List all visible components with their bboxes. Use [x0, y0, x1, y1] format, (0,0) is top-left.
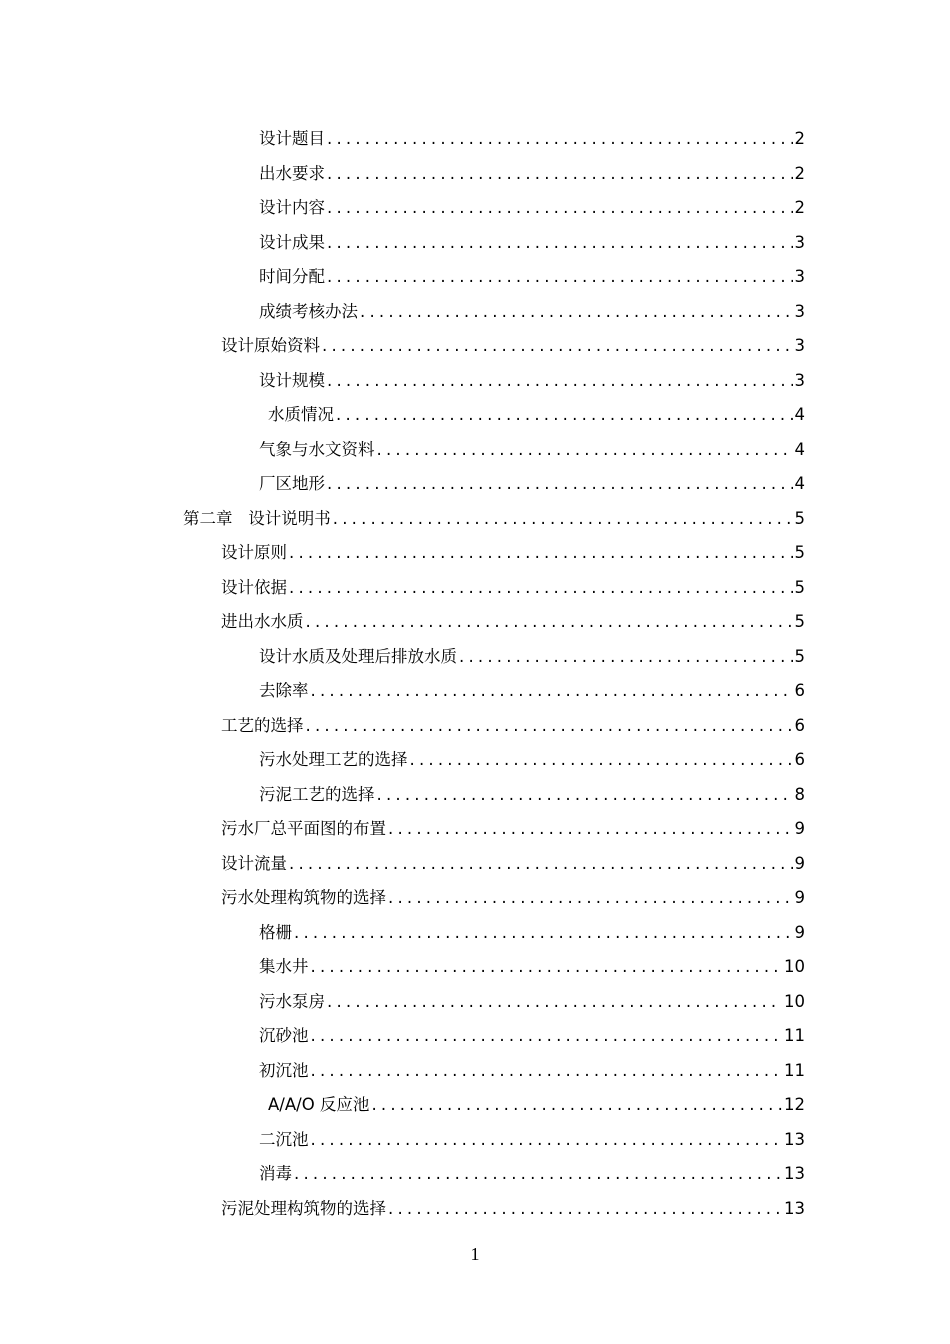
toc-dot-leader	[377, 785, 793, 804]
toc-dot-leader	[327, 164, 793, 183]
toc-entry-line	[221, 574, 950, 598]
toc-entry-title: 成绩考核办法	[259, 301, 358, 321]
toc-dot-leader	[311, 1130, 783, 1149]
page-number-footer: 1	[470, 1244, 480, 1264]
toc-entry[interactable]	[0, 396, 950, 431]
toc-entry-line	[221, 539, 950, 563]
toc-entry[interactable]	[0, 741, 950, 776]
toc-page-number: 9	[794, 853, 805, 873]
toc-dot-leader	[327, 992, 782, 1011]
toc-page-number: 3	[794, 301, 805, 321]
toc-entry[interactable]	[0, 672, 950, 707]
toc-entry[interactable]	[0, 120, 950, 155]
toc-dot-leader	[336, 405, 793, 424]
toc-dot-leader	[294, 923, 793, 942]
toc-dot-leader	[377, 440, 793, 459]
toc-dot-leader	[289, 543, 793, 562]
toc-page-number: 13	[784, 1164, 805, 1184]
toc-entry-line	[259, 1057, 950, 1081]
toc-entry[interactable]	[0, 500, 950, 535]
toc-entry-title: 污泥工艺的选择	[259, 784, 375, 804]
toc-entry[interactable]	[0, 1017, 950, 1052]
toc-dot-leader	[388, 819, 793, 838]
toc-entry[interactable]	[0, 1155, 950, 1190]
toc-entry-title: 水质情况	[268, 405, 334, 425]
toc-entry-title: 去除率	[259, 681, 309, 701]
toc-entry-title: 污泥处理构筑物的选择	[221, 1198, 386, 1218]
toc-dot-leader	[327, 233, 793, 252]
toc-entry-line	[259, 677, 950, 701]
toc-entry-line	[259, 988, 950, 1012]
toc-page-number: 4	[794, 405, 805, 425]
toc-entry-title: 气象与水文资料	[259, 439, 375, 459]
toc-entry-title: 厂区地形	[259, 474, 325, 494]
toc-entry-title: 集水井	[259, 957, 309, 977]
toc-entry[interactable]	[0, 293, 950, 328]
toc-entry-title: 设计内容	[259, 198, 325, 218]
toc-entry-line	[221, 332, 950, 356]
toc-entry[interactable]	[0, 948, 950, 983]
toc-entry-title: 污水处理构筑物的选择	[221, 888, 386, 908]
toc-entry[interactable]	[0, 465, 950, 500]
toc-entry-title: 设计依据	[221, 577, 287, 597]
toc-entry-title: 设计题目	[259, 129, 325, 149]
toc-entry[interactable]	[0, 638, 950, 673]
toc-entry[interactable]	[0, 983, 950, 1018]
toc-entry-line	[259, 194, 950, 218]
toc-dot-leader	[388, 888, 793, 907]
toc-entry-line	[259, 125, 950, 149]
toc-page-number: 10	[784, 991, 805, 1011]
toc-entry-line	[221, 850, 950, 874]
toc-entry-title: 污水泵房	[259, 991, 325, 1011]
toc-page-number: 2	[794, 163, 805, 183]
toc-page-number: 6	[794, 750, 805, 770]
toc-page-number: 11	[784, 1026, 805, 1046]
toc-dot-leader	[388, 1199, 782, 1218]
toc-entry-title: 污水处理工艺的选择	[259, 750, 408, 770]
toc-dot-leader	[311, 1026, 783, 1045]
toc-entry[interactable]	[0, 1086, 950, 1121]
toc-entry[interactable]	[0, 534, 950, 569]
toc-page-number: 9	[794, 922, 805, 942]
toc-entry-line	[259, 643, 950, 667]
toc-entry[interactable]	[0, 879, 950, 914]
toc-entry-title: 污水厂总平面图的布置	[221, 819, 386, 839]
toc-entry-line	[268, 401, 950, 425]
toc-entry-title: 设计说明书	[248, 508, 331, 528]
toc-entry[interactable]	[0, 845, 950, 880]
toc-entry-line	[221, 608, 950, 632]
toc-page-number: 2	[794, 129, 805, 149]
toc-page-number: 3	[794, 336, 805, 356]
toc-entry[interactable]	[0, 431, 950, 466]
toc-entry-title: 时间分配	[259, 267, 325, 287]
toc-entry-title: 格栅	[259, 922, 292, 942]
toc-page-number: 4	[794, 439, 805, 459]
toc-page-number: 8	[794, 784, 805, 804]
toc-entry-title: 设计流量	[221, 853, 287, 873]
toc-entry[interactable]	[0, 362, 950, 397]
toc-page-number: 12	[784, 1095, 805, 1115]
toc-entry[interactable]	[0, 155, 950, 190]
toc-entry-line	[259, 436, 950, 460]
toc-entry[interactable]	[0, 189, 950, 224]
toc-entry-line	[183, 505, 950, 529]
toc-entry-title: 消毒	[259, 1164, 292, 1184]
toc-entry-title: A/A/O 反应池	[268, 1095, 370, 1115]
toc-entry[interactable]	[0, 224, 950, 259]
toc-dot-leader	[311, 957, 783, 976]
toc-entry[interactable]	[0, 707, 950, 742]
toc-entry-line	[259, 229, 950, 253]
toc-entry[interactable]	[0, 258, 950, 293]
toc-page-number: 3	[794, 267, 805, 287]
toc-entry-line	[259, 919, 950, 943]
toc-entry[interactable]	[0, 776, 950, 811]
toc-entry-line	[259, 781, 950, 805]
toc-entry-line	[259, 746, 950, 770]
toc-entry-line	[259, 1160, 950, 1184]
toc-dot-leader	[327, 267, 793, 286]
toc-page-number: 9	[794, 888, 805, 908]
toc-entry-line	[259, 298, 950, 322]
toc-page-number: 10	[784, 957, 805, 977]
toc-dot-leader	[322, 336, 793, 355]
toc-entry-line	[259, 160, 950, 184]
toc-entry-line	[221, 884, 950, 908]
toc-dot-leader	[327, 474, 793, 493]
toc-page-number: 11	[784, 1060, 805, 1080]
toc-entry-line	[259, 1022, 950, 1046]
toc-dot-leader	[327, 371, 793, 390]
toc-page-number: 5	[794, 646, 805, 666]
toc-entry-line	[259, 367, 950, 391]
toc-entry-title: 设计规模	[259, 370, 325, 390]
toc-entry-title: 设计成果	[259, 232, 325, 252]
toc-page-number: 13	[784, 1129, 805, 1149]
toc-entry-line	[268, 1091, 950, 1115]
toc-dot-leader	[371, 1095, 782, 1114]
toc-entry-line	[259, 953, 950, 977]
toc-entry[interactable]	[0, 810, 950, 845]
toc-page-number: 9	[794, 819, 805, 839]
toc-entry[interactable]	[0, 603, 950, 638]
toc-dot-leader	[311, 681, 793, 700]
toc-page-number: 6	[794, 681, 805, 701]
toc-entry[interactable]	[0, 569, 950, 604]
table-of-contents	[0, 120, 950, 1224]
toc-page-number: 3	[794, 370, 805, 390]
toc-entry[interactable]	[0, 1121, 950, 1156]
toc-entry-title: 设计水质及处理后排放水质	[259, 646, 457, 666]
toc-dot-leader	[306, 612, 793, 631]
toc-entry-title: 初沉池	[259, 1060, 309, 1080]
toc-page-number: 6	[794, 715, 805, 735]
toc-page-number: 5	[794, 577, 805, 597]
toc-page-number: 13	[784, 1198, 805, 1218]
toc-entry[interactable]	[0, 1052, 950, 1087]
toc-dot-leader	[327, 198, 793, 217]
toc-entry-title: 进出水水质	[221, 612, 304, 632]
toc-page-number: 3	[794, 232, 805, 252]
toc-page-number: 5	[794, 543, 805, 563]
toc-entry-line	[221, 1195, 950, 1219]
toc-entry-title: 二沉池	[259, 1129, 309, 1149]
toc-dot-leader	[333, 509, 793, 528]
toc-entry-line	[259, 263, 950, 287]
toc-entry-title: 出水要求	[259, 163, 325, 183]
toc-dot-leader	[289, 854, 793, 873]
toc-entry-line	[259, 470, 950, 494]
toc-entry[interactable]	[0, 1190, 950, 1225]
toc-entry[interactable]	[0, 327, 950, 362]
toc-entry-line	[221, 815, 950, 839]
toc-page-number: 2	[794, 198, 805, 218]
toc-page-number: 5	[794, 612, 805, 632]
toc-dot-leader	[327, 129, 793, 148]
toc-dot-leader	[410, 750, 793, 769]
toc-entry-title: 沉砂池	[259, 1026, 309, 1046]
toc-entry-title: 设计原则	[221, 543, 287, 563]
toc-chapter-prefix: 第二章	[183, 508, 249, 528]
toc-dot-leader	[360, 302, 793, 321]
toc-dot-leader	[289, 578, 793, 597]
toc-entry-title: 工艺的选择	[221, 715, 304, 735]
toc-entry-line	[259, 1126, 950, 1150]
toc-page-number: 4	[794, 474, 805, 494]
toc-dot-leader	[306, 716, 793, 735]
toc-entry-title: 设计原始资料	[221, 336, 320, 356]
toc-dot-leader	[311, 1061, 783, 1080]
toc-dot-leader	[459, 647, 793, 666]
toc-page-number: 5	[794, 508, 805, 528]
toc-entry-line	[221, 712, 950, 736]
toc-dot-leader	[294, 1164, 782, 1183]
toc-entry[interactable]	[0, 914, 950, 949]
